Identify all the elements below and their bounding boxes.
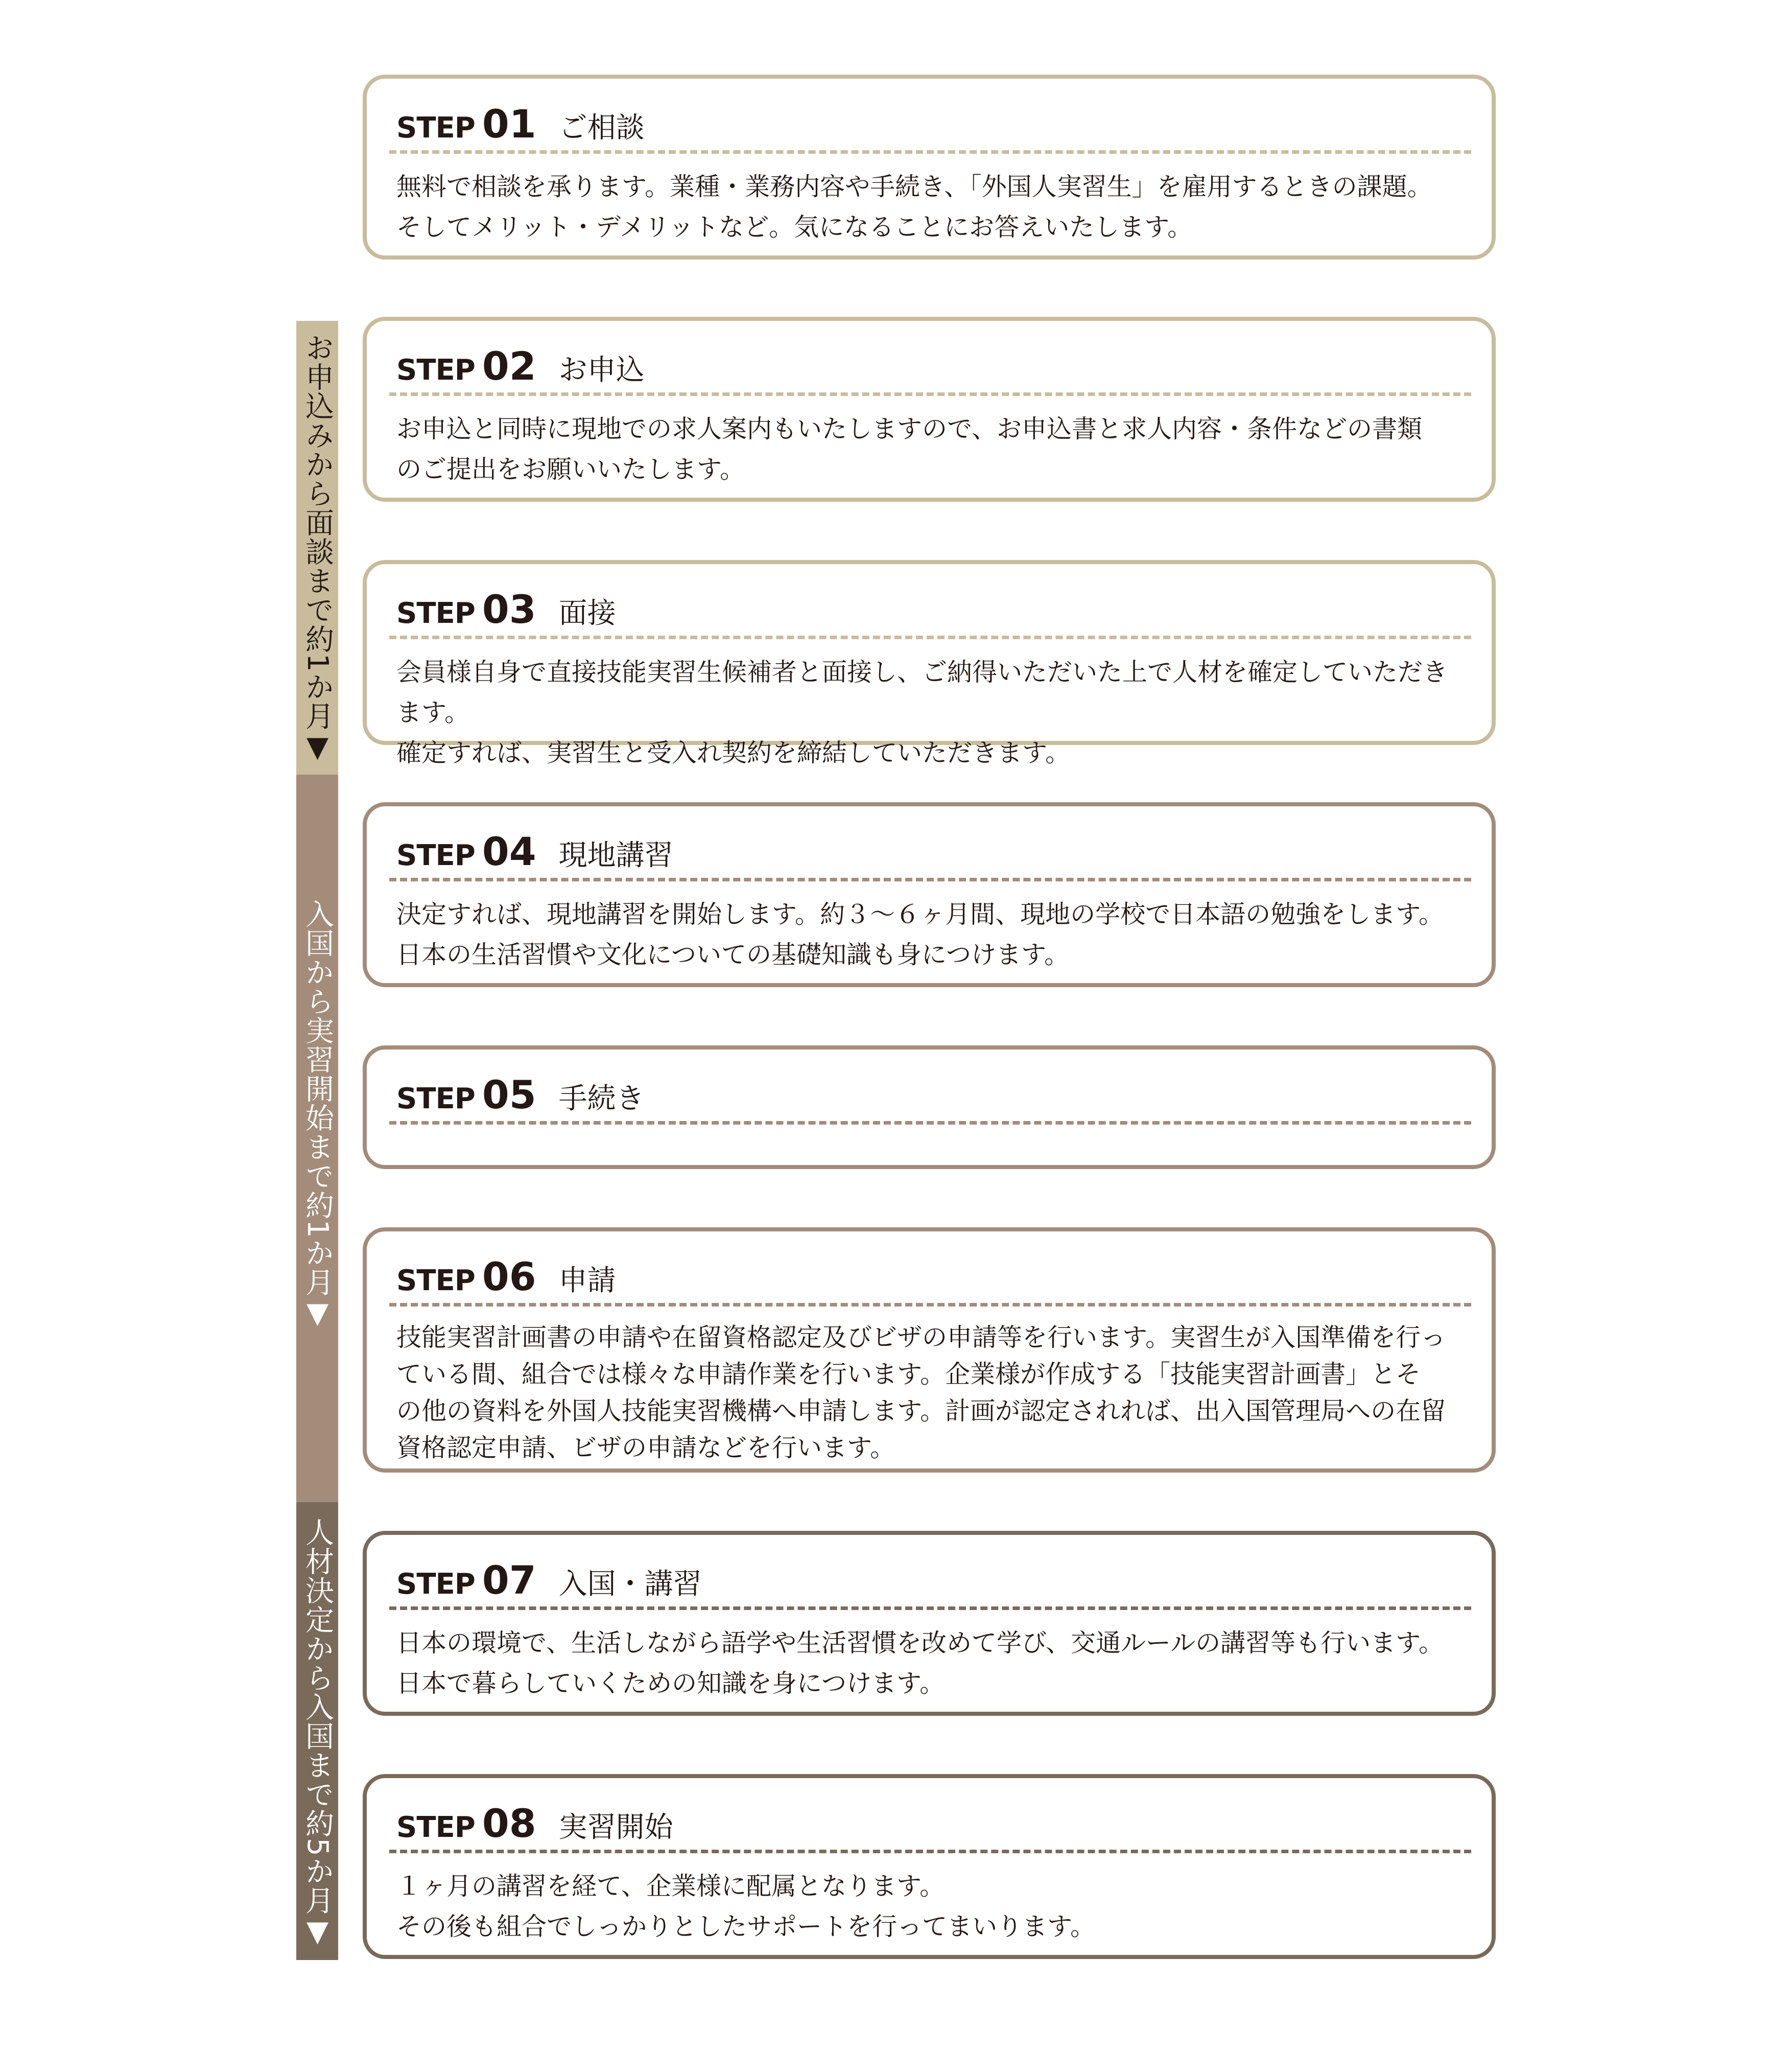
dashed-divider	[389, 1303, 1471, 1307]
step-word: STEP	[396, 111, 475, 145]
step-description: １ヶ月の講習を経て、企業様に配属となります。 その後も組合でしっかりとしたサポートを行ってまいります。	[396, 1872, 1096, 1941]
step-heading	[396, 1557, 702, 1602]
dashed-divider	[389, 1606, 1471, 1610]
dashed-divider	[389, 150, 1471, 154]
step-description: 会員様自身で直接技能実習生候補者と面接し、ご納得いただいた上で人材を確定していただきます。 確定すれば、実習生と受入れ契約を締結していただきます。	[396, 658, 1448, 767]
dashed-divider	[389, 1850, 1471, 1853]
phase-label: 人材決定から入国まで約5か月▼	[301, 1518, 334, 1949]
step-title: 現地講習	[558, 839, 673, 872]
step-card-02	[363, 317, 1496, 502]
step-heading	[396, 587, 616, 632]
step-description: 技能実習計画書の申請や在留資格認定及びビザの申請等を行います。実習生が入国準備を行っ ている間、組合では様々な申請作業を行います。企業様が作成する「技能実習計画書」とそ の他の資料を外国人技能実習機構へ申請します。計画が認定されれば、出入国管理局への在留 資格認定申請、ビザの申請などを行います。	[396, 1323, 1446, 1462]
step-heading	[396, 101, 645, 146]
step-number: 07	[482, 1557, 536, 1603]
dashed-divider	[389, 878, 1471, 881]
phase-bar-application	[296, 321, 338, 775]
step-card-07	[363, 1531, 1496, 1716]
step-card-05	[363, 1045, 1496, 1169]
step-card-08	[363, 1774, 1496, 1959]
step-word: STEP	[396, 597, 475, 630]
step-word: STEP	[396, 1568, 475, 1601]
step-card-04	[363, 802, 1496, 987]
step-word: STEP	[396, 1082, 475, 1115]
step-description: お申込と同時に現地での求人案内もいたしますので、お申込書と求人内容・条件などの書類 のご提出をお願いいたします。	[396, 414, 1423, 484]
step-title: 申請	[558, 1264, 616, 1297]
phase-label: 入国から実習開始まで約1か月▼	[301, 899, 334, 1331]
step-number: 03	[482, 587, 536, 632]
step-heading	[396, 1254, 616, 1299]
step-card-03	[363, 560, 1496, 767]
step-heading	[396, 1072, 645, 1117]
step-description: 決定すれば、現地講習を開始します。約３～６ヶ月間、現地の学校で日本語の勉強をします。 日本の生活習慣や文化についての基礎知識も身につけます。	[396, 900, 1444, 969]
step-number: 02	[482, 343, 536, 389]
step-title: 手続き	[558, 1082, 645, 1115]
step-title: 入国・講習	[558, 1568, 702, 1601]
step-number: 04	[482, 829, 536, 874]
phase-bar-arrival	[296, 775, 338, 1502]
dashed-divider	[389, 392, 1471, 396]
step-title: 面接	[558, 597, 616, 630]
step-word: STEP	[396, 354, 475, 387]
step-word: STEP	[396, 1811, 475, 1844]
step-word: STEP	[396, 1264, 475, 1297]
step-title: 実習開始	[558, 1811, 673, 1844]
step-card-01	[363, 75, 1496, 260]
phase-bar-selection	[296, 1502, 338, 1960]
step-heading	[396, 343, 645, 388]
step-word: STEP	[396, 839, 475, 872]
step-number: 08	[482, 1801, 536, 1846]
dashed-divider	[389, 1121, 1471, 1125]
phase-label: お申込みから面談まで約1か月▼	[301, 333, 334, 764]
step-number: 06	[482, 1254, 536, 1299]
step-card-06	[363, 1227, 1496, 1473]
step-heading	[396, 829, 673, 874]
step-description: 日本の環境で、生活しながら語学や生活習慣を改めて学び、交通ルールの講習等も行います。 日本で暮らしていくための知識を身につけます。	[396, 1628, 1444, 1698]
step-description: 無料で相談を承ります。業種・業務内容や手続き、「外国人実習生」を雇用するときの課題。 そしてメリット・デメリットなど。気になることにお答えいたします。	[396, 172, 1432, 242]
step-number: 05	[482, 1072, 536, 1117]
dashed-divider	[389, 636, 1471, 639]
step-heading	[396, 1801, 673, 1846]
step-title: ご相談	[558, 111, 645, 145]
step-number: 01	[482, 101, 536, 147]
step-title: お申込	[558, 354, 645, 387]
